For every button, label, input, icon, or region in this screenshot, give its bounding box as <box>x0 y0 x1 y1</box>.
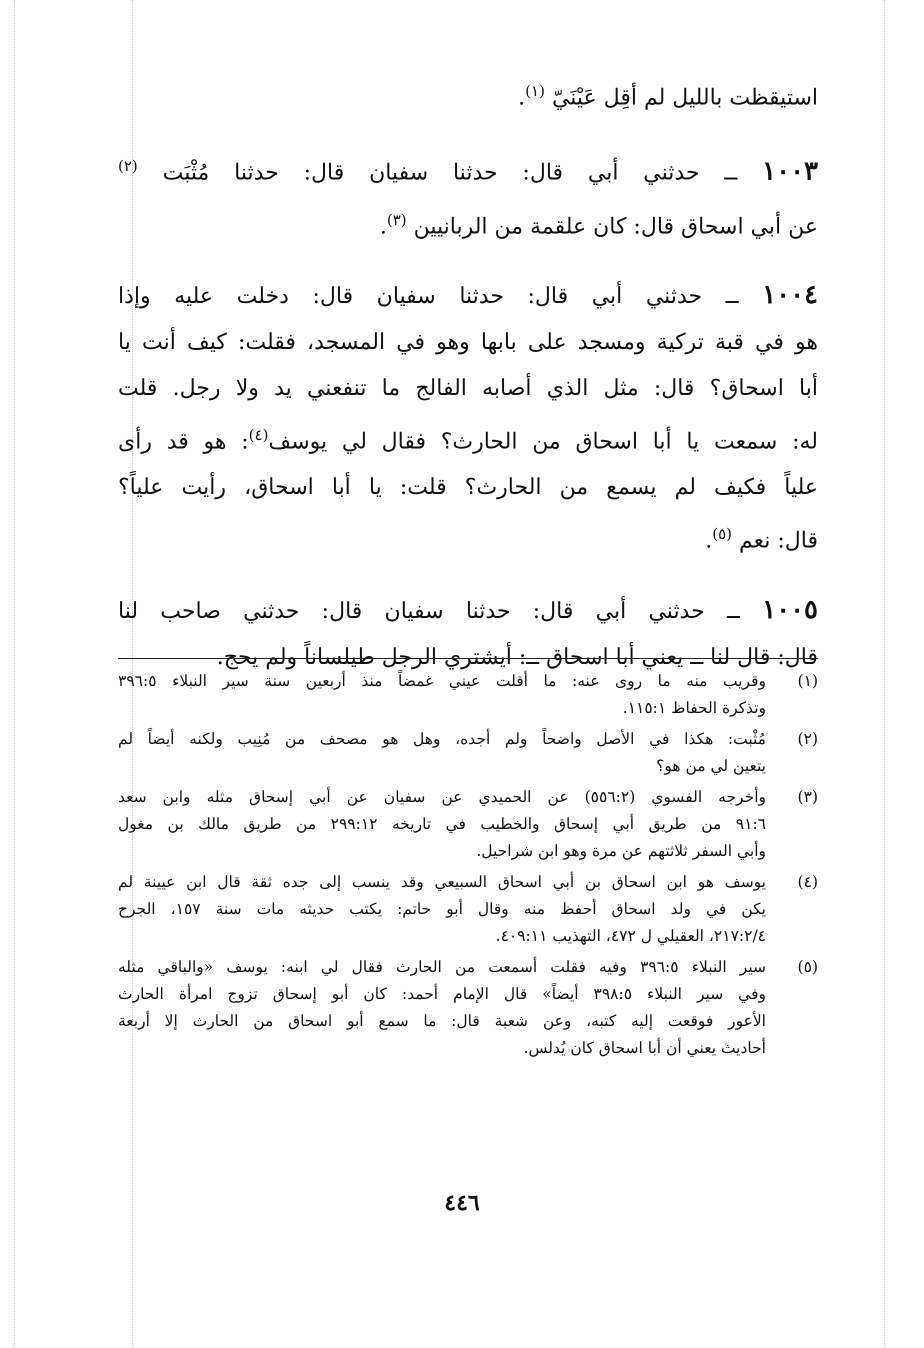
footnote-number: (٥) <box>797 958 818 976</box>
footnote-number: (٢) <box>797 730 818 748</box>
footnote-text <box>118 784 766 865</box>
footnote-marker: (٤) <box>248 425 269 444</box>
text-line: قال: نعم <box>739 528 818 554</box>
footnote-marker: (٣) <box>386 210 407 229</box>
footnote-marker: (٥) <box>712 525 732 544</box>
footnote-line: وتذكرة الحفاظ ١١٥:١. <box>622 699 766 717</box>
footnote-line: وقريب منه ما روى عنه: ما أقلت عيني غمضاً منذ أربعين سنة سير النبلاء ٣٩٦:٥ <box>118 672 766 690</box>
scan-edge-left <box>14 0 15 1348</box>
footnote-line: يكن في ولد اسحاق أحفظ منه وقال أبو حاتم: يكتب حديثه مات سنة ١٥٧، الجرح <box>118 900 766 918</box>
text-line: : هو قد رأى <box>118 429 249 455</box>
footnote-line: وأخرجه الفسوي (٥٥٦:٢) عن الحميدي عن سفيان عن أبي إسحاق مثله وابن سعد <box>118 788 766 806</box>
paragraph-1004: ١٠٠٤ ــ حدثني أبي قال: حدثنا سفيان قال: دخلت عليه وإذا هو في قبة تركية ومسجد على بابها وهو في المسجد، فقلت: كيف أنت يا أبا اسحاق؟ قال: مثل الذي أصابه الفالج ما تنفعني يد ولا رجل. قلت له: سمعت يا أبا اسحاق من الحارث؟ فقال لي يوسف$^{(٤)}$: هو قد رأى علياً فكيف لم يسمع من الحارث؟ قلت: يا أبا اسحاق، رأيت علياً؟ قال: نعم $^{(٥)}$. <box>118 279 818 554</box>
text-line: ــ حدثني أبي قال: حدثنا سفيان قال: حدثنا مُثْبَت <box>162 160 738 186</box>
text-line: ــ حدثني أبي قال: حدثنا سفيان قال: دخلت عليه وإذا <box>118 283 739 309</box>
footnote-line: الأعور فوقعت إليه كتبه، وعن شعبة قال: ما سمع أبو اسحاق من الحارث إلا أربعة <box>118 1012 766 1030</box>
paragraph-continuation: استيقظت بالليل لم أقِل عَيْنَيّ $^{(١)}$. <box>518 82 818 111</box>
footnote-line: مُثْبت: هكذا في الأصل واضحاً ولم أجده، وهل هو مصحف من مُنِيب ولكنه أيضاً لم <box>118 730 766 748</box>
footnote <box>118 726 818 780</box>
footnote <box>118 784 818 865</box>
footnote-line: أحاديث يعني أن أبا اسحاق كان يُدلس. <box>523 1039 766 1057</box>
scan-edge-right <box>884 0 885 1348</box>
report-number: ١٠٠٣ <box>762 156 819 187</box>
paragraph-1005 <box>118 587 818 681</box>
footnote-line: يوسف هو ابن اسحاق بن أبي اسحاق السبيعي وقد ينسب إلى جده ثقة قال ابن عيينة لم <box>118 873 766 891</box>
footnote-marker: (١) <box>525 82 545 100</box>
text-line: استيقظت بالليل لم أقِل عَيْنَيّ <box>551 85 818 111</box>
footnote <box>118 869 818 950</box>
footnote-line: سير النبلاء ٣٩٦:٥ وفيه فقلت أسمعت من الحارث فقال لي ابنه: يوسف «والباقي مثله <box>118 958 766 976</box>
footnote-number: (٣) <box>797 788 818 806</box>
footnotes <box>118 668 818 1066</box>
footnote-number: (٤) <box>797 873 818 891</box>
footnote-number: (١) <box>797 672 818 690</box>
footnote-text <box>118 954 766 1062</box>
footnote-line: ٩١:٦ من طريق أبي إسحاق والخطيب في تاريخه ٢٩٩:١٢ من طريق مالك بن مغول <box>118 815 766 833</box>
text-line: قال: قال لنا ــ يعني أبا اسحاق ــ: أيشتري الرجل طيلساناً ولم يحج. <box>216 644 818 670</box>
footnote-line: وأبي السفر ثلاثتهم عن مرة وهو ابن شراحيل. <box>476 842 766 860</box>
text-line: عن أبي اسحاق قال: كان علقمة من الربانيين <box>413 213 818 239</box>
text-line: أبا اسحاق؟ قال: مثل الذي أصابه الفالج ما تنفعني يد ولا رجل. قلت <box>118 375 818 401</box>
paragraph-1003: ١٠٠٣ ــ حدثني أبي قال: حدثنا سفيان قال: حدثنا مُثْبَت $^{(٢)}$ عن أبي اسحاق قال: كان علقمة من الربانيين $^{(٣)}$. <box>118 156 819 239</box>
report-number: ١٠٠٤ <box>762 279 818 310</box>
text-line: علياً فكيف لم يسمع من الحارث؟ قلت: يا أبا اسحاق، رأيت علياً؟ <box>118 475 818 501</box>
footnote-text <box>118 668 766 722</box>
footnote <box>118 954 818 1062</box>
footnote-text <box>118 869 766 950</box>
text-line: له: سمعت يا أبا اسحاق من الحارث؟ فقال لي يوسف <box>268 429 818 455</box>
footnote-line: ٢١٧:٢/٤، العقيلي ل ٤٧٢، التهذيب ٤٠٩:١١. <box>495 927 766 945</box>
report-number: ١٠٠٥ <box>762 594 818 625</box>
footnote-text <box>118 726 766 780</box>
text-line: هو في قبة تركية ومسجد على بابها وهو في المسجد، فقلت: كيف أنت يا <box>118 329 818 355</box>
text-line: ــ حدثني أبي قال: حدثنا سفيان قال: حدثني صاحب لنا <box>118 598 740 624</box>
footnote-marker: (٢) <box>118 157 138 176</box>
footnote <box>118 668 818 722</box>
footnote-separator <box>118 658 818 659</box>
page-number: ٤٤٦ <box>444 1190 480 1216</box>
footnote-line: يتعين لي من هو؟ <box>656 757 766 775</box>
footnote-line: وفي سير النبلاء ٣٩٨:٥ أيضاً» قال الإمام أحمد: كان أبو إسحاق تزوج امرأة الحارث <box>118 985 766 1003</box>
main-text <box>118 68 818 703</box>
